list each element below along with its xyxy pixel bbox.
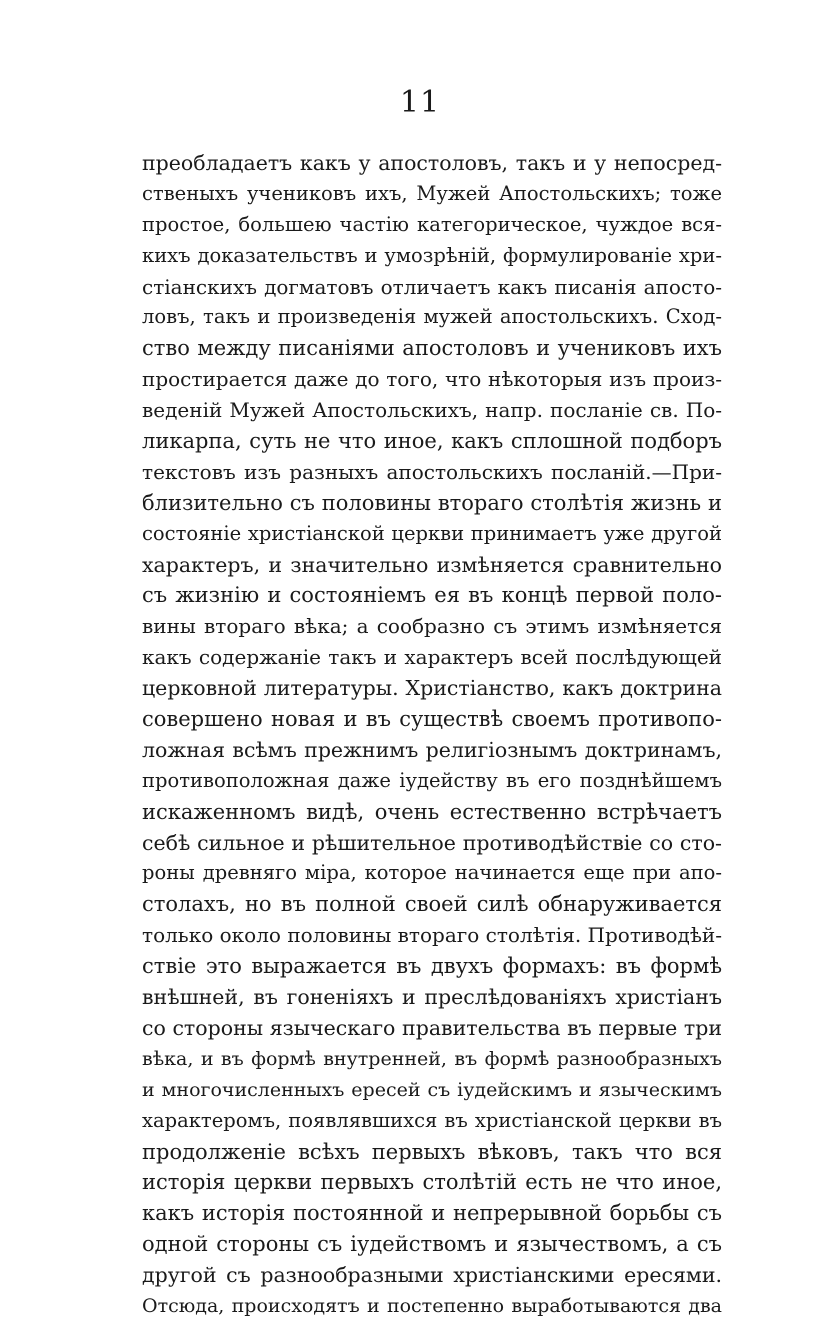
text-line: съ жизнію и состояніемъ ея въ концѣ первой поло- (142, 583, 722, 608)
text-line: исторія церкви первыхъ столѣтій есть не что иное, (142, 1170, 722, 1195)
text-line: ловъ, такъ и произведенія мужей апостольскихъ. Сход- (142, 305, 722, 329)
text-line: церковной литературы. Христіанство, какъ доктрина (142, 676, 722, 701)
text-line: преобладаетъ какъ у апостоловъ, такъ и у непосред- (142, 151, 722, 175)
text-line: продолженіе всѣхъ первыхъ вѣковъ, такъ что вся (142, 1139, 722, 1164)
text-line: характеръ, и значительно измѣняется сравнительно (142, 552, 722, 577)
text-line: совершено новая и въ существѣ своемъ противопо- (142, 707, 722, 732)
text-line: искаженномъ видѣ, очень естественно встрѣчаетъ (142, 799, 722, 824)
body-text (142, 148, 722, 1322)
page-number: 11 (399, 85, 441, 120)
text-line: текстовъ изъ разныхъ апостольскихъ посланій.—При- (142, 459, 722, 484)
text-line: какъ исторія постоянной и непрерывной борьбы съ (142, 1201, 722, 1226)
text-line: ство между писаніями апостоловъ и учениковъ ихъ (142, 336, 722, 361)
text-line: внѣшней, въ гоненіяхъ и преслѣдованіяхъ христіанъ (142, 985, 722, 1010)
text-line: и многочисленныхъ ересей съ іудейскимъ и языческимъ (142, 1078, 722, 1101)
text-line: простирается даже до того, что нѣкоторыя изъ произ- (142, 367, 722, 392)
text-line: ствіе это выражается въ двухъ формахъ: въ формѣ (142, 954, 722, 979)
text-line: себѣ сильное и рѣшительное противодѣйствіе со сто- (142, 830, 722, 855)
text-line: противоположная даже іудейству въ его позднѣйшемъ (142, 768, 722, 792)
text-line: вины втораго вѣка; а сообразно съ этимъ измѣняется (142, 614, 722, 639)
text-line: какъ содержаніе такъ и характеръ всей послѣдующей (142, 645, 722, 670)
text-line: стіанскихъ догматовъ отличаетъ какъ писанія апосто- (142, 274, 722, 299)
text-line: ственыхъ учениковъ ихъ, Мужей Апостольскихъ; тоже (142, 181, 722, 205)
text-line: ликарпа, суть не что иное, какъ сплошной подборъ (142, 429, 722, 454)
text-line: кихъ доказательствъ и умозрѣній, формулированіе хри- (142, 243, 722, 267)
text-line: вѣка, и въ формѣ внутренней, въ формѣ разнообразныхъ (142, 1047, 722, 1070)
text-line: характеромъ, появлявшихся въ христіанской церкви въ (142, 1108, 722, 1132)
text-line: другой съ разнообразными христіанскими ересями. (142, 1263, 722, 1288)
text-line: столахъ, но въ полной своей силѣ обнаруживается (142, 892, 722, 917)
text-line: роны древняго міра, которое начинается еще при апо- (142, 861, 722, 885)
text-line: только около половины втораго столѣтія. Противодѣй- (142, 923, 722, 948)
text-line: близительно съ половины втораго столѣтія жизнь и (142, 490, 722, 515)
text-line: веденій Мужей Апостольскихъ, напр. посланіе св. По- (142, 398, 722, 423)
text-line: Отсюда, происходятъ и постепенно выработываются два (142, 1294, 722, 1317)
text-line: простое, большею частію категорическое, чуждое вся- (142, 212, 722, 236)
text-line: состояніе христіанской церкви принимаетъ уже другой (142, 521, 722, 545)
text-line: одной стороны съ іудействомъ и язычествомъ, а съ (142, 1232, 722, 1257)
text-line: со стороны языческаго правительства въ первые три (142, 1015, 722, 1040)
text-line: ложная всѣмъ прежнимъ религіознымъ доктринамъ, (142, 737, 722, 762)
